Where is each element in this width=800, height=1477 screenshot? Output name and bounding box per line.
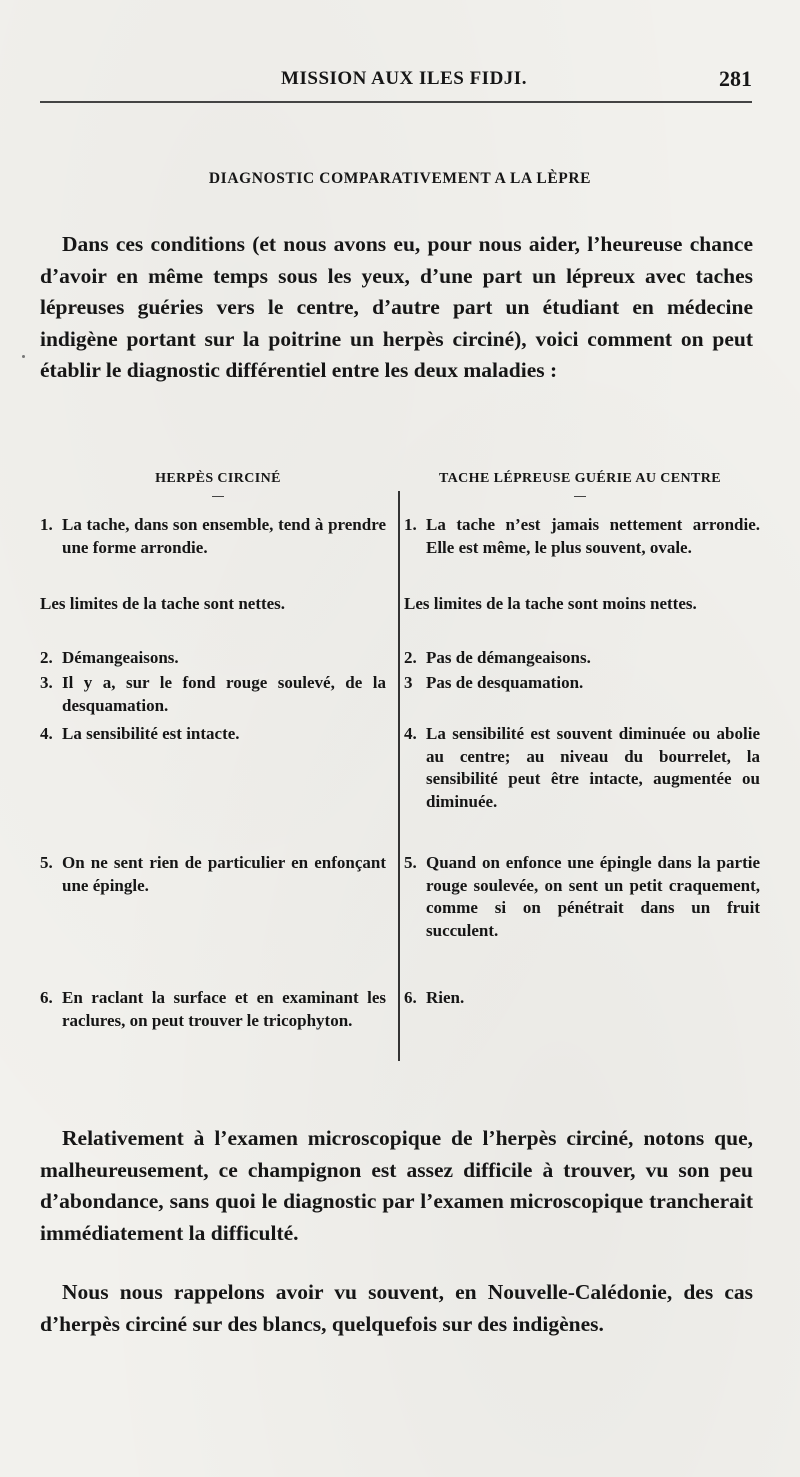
caledonia-paragraph: Nous nous rappelons avoir vu souvent, en Nouvelle-Calédonie, des cas d’herpès circiné sur des blancs, quelquefois sur des indigènes. [40,1280,753,1336]
right-item-4: 4. La sensibilité est souvent diminuée ou abolie au centre; au niveau du bourrelet, la sensibilité peut être intacte, augmentée ou diminuée. [404,724,760,811]
header-rule [40,101,752,103]
microscopy-paragraph: Relativement à l’examen microscopique de l’herpès circiné, notons que, malheureusement, ce champignon est assez difficile à trouver, vu son peu d’abondance, sans quoi le diagnostic par l’examen microscopique trancherait immédiatement la difficulté. [40,1126,753,1245]
left-item-4: 4. La sensibilité est intacte. [40,724,240,743]
left-item-2: 2. Démangeaisons. [40,648,179,667]
page-number: 281 [719,66,752,91]
left-item-limits: Les limites de la tache sont nettes. [40,594,286,613]
left-heading-rule [212,496,224,497]
right-item-3: 3 Pas de desquamation. [404,673,584,692]
left-item-1: 1. La tache, dans son ensemble, tend à prendre une forme arrondie. [40,515,386,557]
left-item-3: 3. Il y a, sur le fond rouge soulevé, de la desquamation. [40,673,386,715]
section-heading: DIAGNOSTIC COMPARATIVEMENT A LA LÈPRE [208,170,592,187]
left-item-6: 6. En raclant la surface et en examinant les raclures, on peut trouver le tricophyton. [40,988,386,1030]
right-item-2: 2. Pas de démangeaisons. [404,648,591,667]
right-item-6: 6. Rien. [404,988,465,1007]
intro-paragraph: Dans ces conditions (et nous avons eu, pour nous aider, l’heureuse chance d’avoir en même temps sous les yeux, d’une part un lépreux avec taches lépreuses guéries vers le centre, d’autre part un étudiant en médecine indigène portant sur la poitrine un herpès circiné), voici comment on peut établir le diagnostic différentiel entre les deux maladies : [40,232,753,382]
margin-speck [22,355,25,358]
right-item-limits: Les limites de la tache sont moins nettes. [404,594,697,613]
left-column-heading: HERPÈS CIRCINÉ [155,471,281,486]
running-head [56,66,752,96]
right-item-5: 5. Quand on enfonce une épingle dans la partie rouge soulevée, on sent un petit craquement, comme si on pénétrait dans un fruit succulent. [404,853,760,940]
right-heading-rule [574,496,586,497]
running-title: MISSION AUX ILES FIDJI. [281,68,527,89]
column-divider [398,491,400,1061]
right-item-1: 1. La tache n’est jamais nettement arrondie. Elle est même, le plus souvent, ovale. [404,515,760,557]
right-column-heading: TACHE LÉPREUSE GUÉRIE AU CENTRE [438,471,722,486]
comparison-table [40,467,760,1062]
left-item-5: 5. On ne sent rien de particulier en enfonçant une épingle. [40,853,386,895]
